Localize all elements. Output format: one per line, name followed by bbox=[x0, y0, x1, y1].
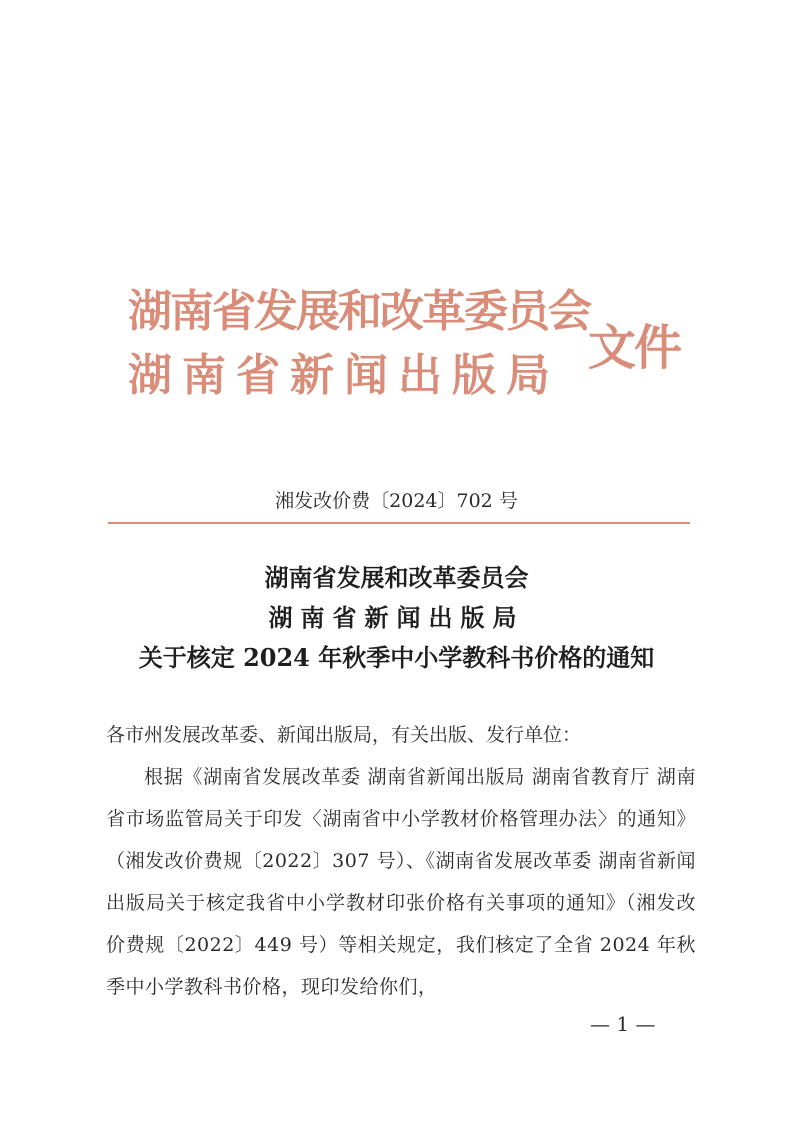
letterhead-issuer-1: 湖南省发展和改革委员会 bbox=[128, 286, 590, 337]
body-paragraph: 根据《湖南省发展改革委 湖南省新闻出版局 湖南省教育厅 湖南省市场监管局关于印发〈湖南省中小学教材价格管理办法〉的通知》（湘发改价费规〔2022〕307 号）、《湖南省发展改革委 湖南省新闻出版局关于核定我省中小学教材印张价格有关事项的通知》（湘发改价费规〔2022〕449 号）等相关规定，我们核定了全省 2024 年秋季中小学教科书价格，现印发给你们， bbox=[106, 766, 696, 998]
document-title bbox=[0, 558, 793, 678]
letterhead-issuer-2: 湖南省新闻出版局 bbox=[128, 350, 560, 401]
title-line-2: 湖南省新闻出版局 bbox=[268, 603, 525, 632]
letterhead bbox=[128, 278, 688, 418]
document-number: 湘发改价费〔2024〕702 号 bbox=[275, 490, 518, 512]
title-line-3: 关于核定 2024 年秋季中小学教科书价格的通知 bbox=[138, 643, 655, 672]
page-number: — 1 — bbox=[590, 1012, 656, 1036]
document-body bbox=[106, 714, 696, 1008]
red-divider bbox=[108, 522, 690, 524]
letterhead-doc-type: 文件 bbox=[588, 320, 681, 376]
title-line-1: 湖南省发展和改革委员会 bbox=[264, 563, 529, 592]
salutation: 各市州发展改革委、新闻出版局，有关出版、发行单位： bbox=[106, 724, 582, 746]
